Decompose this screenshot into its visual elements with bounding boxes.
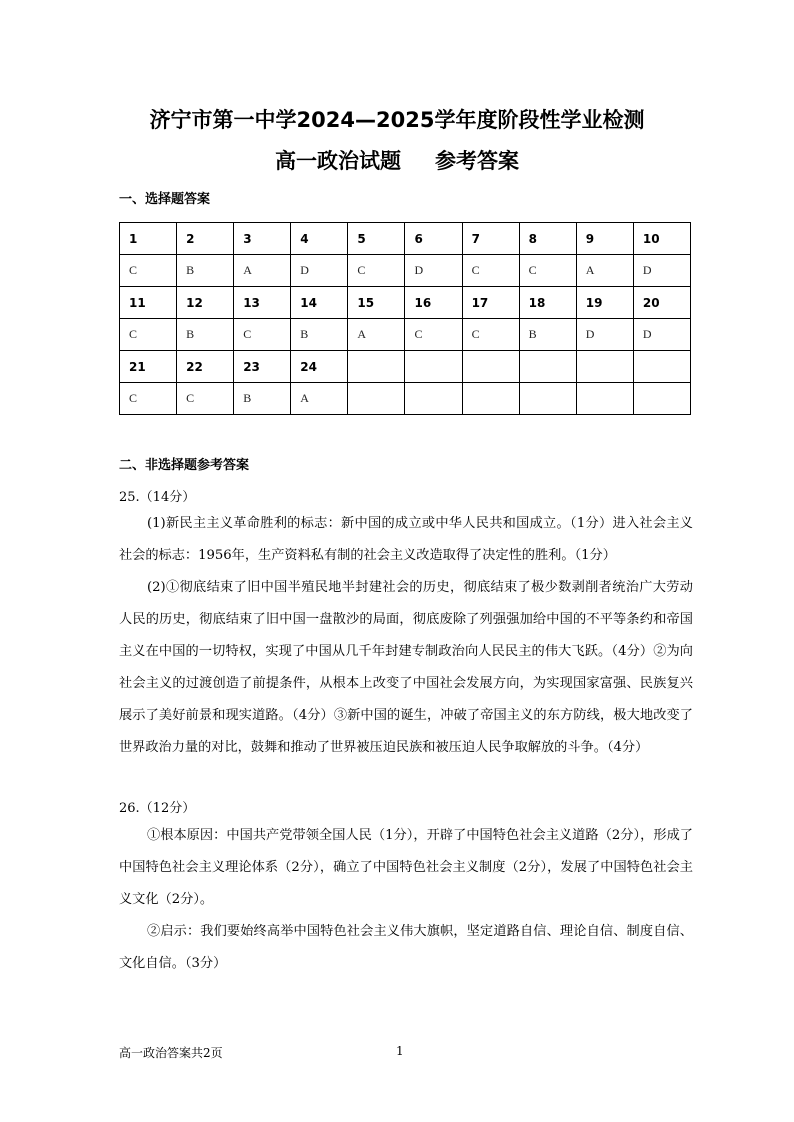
- question-number-cell: [519, 351, 576, 383]
- answer-table: [119, 222, 691, 415]
- question-number-row: [120, 287, 691, 319]
- section-heading-multiple-choice: 一、选择题答案: [119, 192, 211, 207]
- question-number-cell: 19: [576, 287, 633, 319]
- question-number-cell: 2: [177, 223, 234, 255]
- document-subtitle: [0, 145, 794, 175]
- question-26-answer-part1: ①根本原因：中国共产党带领全国人民（1分），开辟了中国特色社会主义道路（2分），形成了中国特色社会主义理论体系（2分），确立了中国特色社会主义制度（2分），发展了中国特色社会主义文化（2分）。: [119, 828, 693, 907]
- question-number-row: [120, 351, 691, 383]
- answer-cell: D: [576, 319, 633, 351]
- answer-cell: A: [576, 255, 633, 287]
- question-26-answer-part2: ②启示：我们要始终高举中国特色社会主义伟大旗帜，坚定道路自信、理论自信、制度自信、文化自信。（3分）: [119, 924, 693, 971]
- answer-cell: [633, 383, 690, 415]
- question-number-cell: 20: [633, 287, 690, 319]
- answer-cell: [462, 383, 519, 415]
- answer-cell: [405, 383, 462, 415]
- footer-page-count: 高一政治答案共2页: [119, 1046, 223, 1060]
- question-number-cell: 4: [291, 223, 348, 255]
- question-number-cell: [405, 351, 462, 383]
- question-number-cell: 13: [234, 287, 291, 319]
- answer-cell: C: [348, 255, 405, 287]
- question-number-cell: [633, 351, 690, 383]
- answer-cell: C: [234, 319, 291, 351]
- subtitle-answer-key: 参考答案: [435, 149, 519, 173]
- question-number-cell: 7: [462, 223, 519, 255]
- subtitle-exam-name: 高一政治试题: [275, 149, 401, 173]
- question-25-heading: 25.（14分）: [119, 490, 196, 505]
- answer-cell: C: [120, 255, 177, 287]
- answer-cell: [576, 383, 633, 415]
- section-heading-open-questions: 二、非选择题参考答案: [119, 458, 250, 473]
- question-number-cell: 18: [519, 287, 576, 319]
- answer-cell: C: [120, 319, 177, 351]
- question-number-cell: 6: [405, 223, 462, 255]
- question-26-heading: 26.（12分）: [119, 801, 196, 816]
- question-25-answer-part2: (2)①彻底结束了旧中国半殖民地半封建社会的历史，彻底结束了极少数剥削者统治广大劳动人民的历史，彻底结束了旧中国一盘散沙的局面，彻底废除了列强强加给中国的不平等条约和帝国主义在中国的一切特权，实现了中国从几千年封建专制政治向人民民主的伟大飞跃。（4分）②为向社会主义的过渡创造了前提条件，从根本上改变了中国社会发展方向，为实现国家富强、民族复兴展示了美好前景和现实道路。（4分）③新中国的诞生，冲破了帝国主义的东方防线，极大地改变了世界政治力量的对比，鼓舞和推动了世界被压迫民族和被压迫人民争取解放的斗争。（4分）: [119, 580, 693, 755]
- question-number-cell: 10: [633, 223, 690, 255]
- footer-page-number: 1: [396, 1044, 404, 1058]
- question-number-cell: [348, 351, 405, 383]
- answer-row: [120, 319, 691, 351]
- answer-cell: D: [633, 319, 690, 351]
- answer-cell: B: [177, 319, 234, 351]
- answer-cell: C: [177, 383, 234, 415]
- answer-cell: C: [462, 255, 519, 287]
- question-number-cell: 14: [291, 287, 348, 319]
- answer-cell: A: [234, 255, 291, 287]
- answer-cell: C: [120, 383, 177, 415]
- document-title: 济宁市第一中学2024—2025学年度阶段性学业检测: [149, 108, 645, 132]
- answer-cell: C: [462, 319, 519, 351]
- question-number-cell: 16: [405, 287, 462, 319]
- question-number-cell: [462, 351, 519, 383]
- question-number-cell: 23: [234, 351, 291, 383]
- question-number-cell: 15: [348, 287, 405, 319]
- answer-cell: [519, 383, 576, 415]
- answer-cell: D: [291, 255, 348, 287]
- answer-cell: A: [291, 383, 348, 415]
- question-number-cell: 24: [291, 351, 348, 383]
- answer-cell: B: [177, 255, 234, 287]
- answer-cell: C: [405, 319, 462, 351]
- question-number-cell: 5: [348, 223, 405, 255]
- question-number-cell: 1: [120, 223, 177, 255]
- question-25-answer-part1: (1)新民主主义革命胜利的标志：新中国的成立或中华人民共和国成立。（1分）进入社会主义社会的标志：1956年，生产资料私有制的社会主义改造取得了决定性的胜利。（1分）: [119, 516, 693, 563]
- answer-cell: [348, 383, 405, 415]
- question-number-row: [120, 223, 691, 255]
- answer-cell: A: [348, 319, 405, 351]
- answer-row: [120, 255, 691, 287]
- question-number-cell: 3: [234, 223, 291, 255]
- question-number-cell: [576, 351, 633, 383]
- question-number-cell: 21: [120, 351, 177, 383]
- answer-cell: D: [405, 255, 462, 287]
- answer-cell: D: [633, 255, 690, 287]
- question-number-cell: 17: [462, 287, 519, 319]
- answer-row: [120, 383, 691, 415]
- question-number-cell: 11: [120, 287, 177, 319]
- answer-cell: C: [519, 255, 576, 287]
- answer-cell: B: [291, 319, 348, 351]
- answer-cell: B: [234, 383, 291, 415]
- question-number-cell: 9: [576, 223, 633, 255]
- answer-cell: B: [519, 319, 576, 351]
- question-number-cell: 22: [177, 351, 234, 383]
- question-number-cell: 12: [177, 287, 234, 319]
- question-number-cell: 8: [519, 223, 576, 255]
